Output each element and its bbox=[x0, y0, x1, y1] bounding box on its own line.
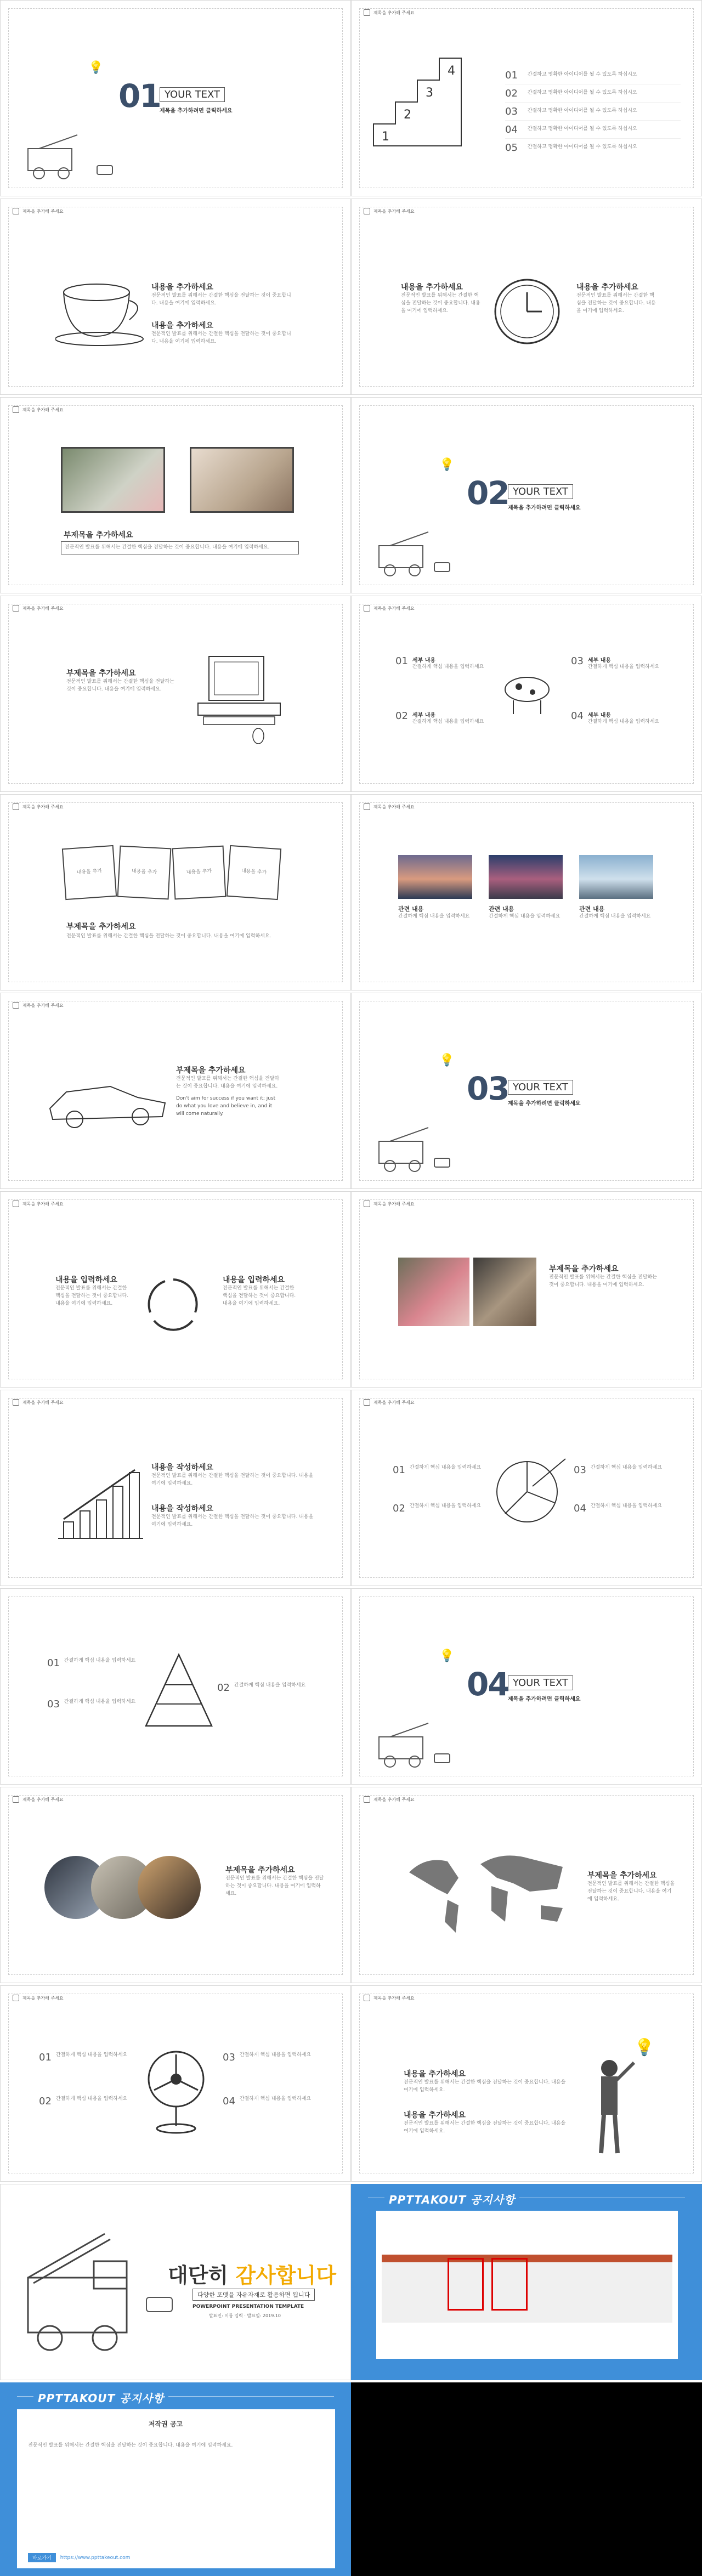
block-text: 전문적인 발표를 위해서는 간결한 핵심을 전달하는 것이 중요합니다. 내용을 여기에 입력하세요. bbox=[55, 1286, 129, 1306]
item-text: 간결하게 핵심 내용을 입력하세요 bbox=[239, 2052, 312, 2058]
list-text: 간결하고 명확한 아이디어를 될 수 있도록 하십시오 bbox=[527, 144, 637, 150]
block-text: 전문적인 발표를 위해서는 간결한 핵심을 전달하는 것이 중요합니다. 내용을 여기에 입력하세요. bbox=[404, 2121, 566, 2134]
quad-item bbox=[39, 2096, 132, 2107]
slide-21[interactable] bbox=[0, 1985, 351, 2182]
photo-typewriter bbox=[190, 447, 294, 513]
caption-title: 관련 내용 bbox=[579, 905, 605, 913]
svg-text:3: 3 bbox=[426, 86, 433, 100]
number-stairs-icon bbox=[368, 42, 494, 151]
slide-header bbox=[13, 1399, 64, 1406]
notice-panel bbox=[376, 2211, 678, 2359]
note-caption: 내용을 추가 bbox=[131, 868, 157, 876]
svg-text:2: 2 bbox=[404, 108, 411, 122]
list-text: 간결하고 명확한 아이디어를 될 수 있도록 하십시오 bbox=[527, 90, 637, 96]
item-title: 세부 내용 bbox=[587, 712, 612, 718]
block-text: 전문적인 발표를 위해서는 간결한 핵심을 전달하는 것이 중요합니다. 내용을 여기에 입력하세요. bbox=[576, 293, 656, 314]
header-label: 제목을 추가해 주세요 bbox=[22, 208, 64, 214]
text-block bbox=[404, 2109, 568, 2136]
header-label: 제목을 추가해 주세요 bbox=[22, 605, 64, 611]
section-label: YOUR TEXT bbox=[508, 484, 573, 499]
block-text: 전문적인 발표를 위해서는 간결한 핵심을 전달하는 것이 중요합니다. 내용을 여기에 입력하세요. bbox=[401, 293, 480, 314]
pin-icon bbox=[13, 406, 19, 413]
slide-10[interactable] bbox=[351, 794, 702, 990]
slide-header bbox=[364, 1399, 415, 1406]
thanks-title-a: 대단히 bbox=[168, 2263, 236, 2288]
sticky-note bbox=[227, 845, 281, 900]
pin-icon bbox=[364, 1995, 370, 2001]
fire-truck-large-icon bbox=[17, 2223, 149, 2360]
section-number: 02 bbox=[467, 474, 509, 512]
text-block-right bbox=[576, 281, 659, 315]
block-title: 내용을 추가하세요 bbox=[404, 2111, 466, 2120]
quad-item bbox=[223, 2052, 316, 2063]
item-text: 간결하게 핵심 내용을 입력하세요 bbox=[412, 664, 484, 670]
notice-title: PPTTAKOUT 공지사항 bbox=[384, 2191, 519, 2207]
item-text: 간결하게 핵심 내용을 입력하세요 bbox=[587, 719, 660, 724]
caption-text: 간결하게 핵심 내용을 입력하세요 bbox=[579, 914, 651, 919]
text-block bbox=[549, 1263, 659, 1289]
item-text: 간결하게 핵심 내용을 입력하세요 bbox=[64, 1658, 136, 1663]
block-title: 내용을 추가하세요 bbox=[401, 283, 463, 292]
quad-item bbox=[574, 1464, 667, 1476]
header-label: 제목을 추가해 주세요 bbox=[22, 804, 64, 809]
item-number: 03 bbox=[571, 655, 584, 667]
slide-2[interactable] bbox=[351, 0, 702, 196]
slide-25[interactable] bbox=[0, 2382, 351, 2576]
item-number: 03 bbox=[574, 1464, 586, 1476]
item-text: 간결하게 핵심 내용을 입력하세요 bbox=[234, 1683, 306, 1688]
block-text: 전문적인 발표를 위해서는 간결한 핵심을 전달하는 것이 중요합니다. 내용을 여기에 입력하세요. bbox=[151, 331, 291, 344]
quad-item bbox=[395, 655, 489, 671]
highlight-box bbox=[491, 2258, 528, 2311]
text-block bbox=[151, 281, 294, 308]
lightbulb-icon: 💡 bbox=[88, 61, 104, 75]
block-title: 부제목을 추가하세요 bbox=[587, 1871, 657, 1880]
sticky-note bbox=[62, 845, 117, 900]
block-text: 전문적인 발표를 위해서는 간결한 핵심을 전달하는 것이 중요합니다. 내용을 여기에 입력하세요. bbox=[151, 1514, 314, 1527]
block-title: 부제목을 추가하세요 bbox=[549, 1265, 619, 1273]
block-title: 내용을 작성하세요 bbox=[151, 1463, 214, 1472]
block-title: 내용을 입력하세요 bbox=[223, 1276, 285, 1284]
slide-header bbox=[13, 605, 64, 612]
slide-header bbox=[13, 1201, 64, 1207]
slide-header bbox=[364, 1995, 415, 2001]
pin-icon bbox=[13, 1995, 19, 2001]
slide-header bbox=[13, 208, 64, 214]
copyright-title: 저작권 공고 bbox=[149, 2420, 183, 2428]
quad-item bbox=[574, 1503, 667, 1514]
section-subtitle: 제목을 추가하려면 클릭하세요 bbox=[508, 1101, 581, 1107]
block-text: 전문적인 발표를 위해서는 간결한 핵심을 전달하는 것이 중요합니다. 내용을 여기에 입력하세요. bbox=[151, 293, 291, 306]
text-block bbox=[66, 667, 176, 694]
thanks-title bbox=[168, 2258, 336, 2289]
header-label: 제목을 추가해 주세요 bbox=[22, 1797, 64, 1802]
item-number: 02 bbox=[39, 2096, 52, 2107]
header-label: 제목을 추가해 주세요 bbox=[373, 1797, 415, 1802]
item-number: 02 bbox=[393, 1503, 405, 1514]
pyramid-icon bbox=[140, 1649, 217, 1731]
pin-icon bbox=[13, 208, 19, 214]
item-text: 간결하게 핵심 내용을 입력하세요 bbox=[239, 2096, 312, 2102]
fire-truck-icon bbox=[373, 1720, 439, 1770]
block-text: 전문적인 발표를 위해서는 간결한 핵심을 전달하는 것이 중요합니다. 내용을 여기에 입력하세요. bbox=[151, 1473, 314, 1486]
quad-item bbox=[395, 710, 489, 726]
item-number: 02 bbox=[217, 1682, 230, 1694]
slide-header bbox=[13, 1002, 64, 1009]
slide-header bbox=[364, 803, 415, 810]
list-number: 02 bbox=[505, 87, 518, 99]
slide-24[interactable] bbox=[351, 2184, 702, 2380]
fire-truck-icon bbox=[373, 529, 439, 579]
quad-item bbox=[393, 1464, 486, 1476]
highlight-box bbox=[448, 2258, 484, 2311]
slide-border bbox=[8, 604, 343, 784]
pin-icon bbox=[364, 605, 370, 612]
text-block-left bbox=[55, 1274, 132, 1308]
car-icon bbox=[97, 165, 113, 175]
quad-item bbox=[47, 1699, 140, 1710]
block-text: 전문적인 발표를 위해서는 간결한 핵심을 전달하는 것이 중요합니다. 내용을 여기에 입력하세요. bbox=[66, 679, 174, 692]
lightbulb-icon: 💡 bbox=[634, 2038, 655, 2057]
block-title: 부제목을 추가하세요 bbox=[225, 1866, 295, 1875]
car-drawing-icon bbox=[44, 1065, 171, 1130]
car-icon bbox=[146, 2297, 173, 2312]
sticky-note bbox=[117, 846, 172, 900]
slide-15[interactable] bbox=[0, 1390, 351, 1586]
svg-text:1: 1 bbox=[382, 130, 389, 144]
block-title: 내용을 추가하세요 bbox=[576, 283, 639, 292]
photo-sunset-3 bbox=[579, 855, 653, 899]
header-label: 제목을 추가해 주세요 bbox=[373, 10, 415, 15]
slide-header bbox=[13, 406, 64, 413]
photo-circle-3 bbox=[138, 1856, 201, 1919]
item-text: 간결하게 핵심 내용을 입력하세요 bbox=[55, 2052, 128, 2058]
photo-notebook bbox=[61, 447, 165, 513]
thanks-title-b: 감사합니다 bbox=[235, 2263, 336, 2288]
pin-icon bbox=[364, 208, 370, 214]
slide-header bbox=[13, 1796, 64, 1803]
section-label: YOUR TEXT bbox=[160, 87, 225, 102]
slide-13[interactable] bbox=[0, 1191, 351, 1388]
quad-item bbox=[393, 1503, 486, 1514]
block-text: 전문적인 발표를 위해서는 간결한 핵심을 전달하는 것이 중요합니다. 내용을 여기에 입력하세요. bbox=[549, 1275, 657, 1288]
lightbulb-icon: 💡 bbox=[439, 1649, 455, 1663]
pin-icon bbox=[13, 1399, 19, 1406]
list-text: 간결하고 명확한 아이디어를 될 수 있도록 하십시오 bbox=[527, 72, 637, 78]
header-label: 제목을 추가해 주세요 bbox=[373, 1995, 415, 2001]
slide-23[interactable] bbox=[0, 2184, 351, 2380]
clock-icon bbox=[491, 276, 563, 347]
item-title: 세부 내용 bbox=[587, 658, 612, 664]
car-icon bbox=[434, 562, 450, 572]
block-text: 전문적인 발표를 위해서는 간결한 핵심을 전달하는 것이 중요합니다. 내용을 여기에 입력하세요. bbox=[225, 1876, 324, 1896]
pin-icon bbox=[13, 1002, 19, 1009]
text-block-left bbox=[401, 281, 483, 315]
text-block bbox=[225, 1864, 324, 1898]
cow-icon bbox=[497, 667, 557, 717]
header-label: 제목을 추가해 주세요 bbox=[373, 1201, 415, 1207]
thanks-subtitle: 다양한 포맷을 자유자재로 활용하면 됩니다 bbox=[193, 2289, 315, 2301]
photo-sunset-2 bbox=[489, 855, 563, 899]
header-label: 제목을 추가해 주세요 bbox=[373, 804, 415, 809]
man-figure-icon bbox=[579, 2052, 639, 2156]
header-label: 제목을 추가해 주세요 bbox=[373, 208, 415, 214]
pin-icon bbox=[364, 803, 370, 810]
empty-area bbox=[351, 2382, 702, 2576]
quad-item bbox=[571, 710, 664, 726]
car-icon bbox=[434, 1753, 450, 1763]
slide-8[interactable] bbox=[351, 596, 702, 792]
caption-text: 간결하게 핵심 내용을 입력하세요 bbox=[398, 914, 470, 919]
subtitle: 부제목을 추가하세요 bbox=[66, 922, 136, 931]
slide-11[interactable] bbox=[0, 993, 351, 1189]
coffee-cup-icon bbox=[55, 276, 149, 347]
block-title: 부제목을 추가하세요 bbox=[176, 1066, 246, 1075]
list-number: 04 bbox=[505, 123, 518, 135]
list-number: 05 bbox=[505, 141, 518, 154]
copyright-text: 전문적인 발표를 위해서는 간결한 핵심을 전달하는 것이 중요합니다. 내용을 여기에 입력하세요. bbox=[28, 2443, 233, 2448]
section-number: 03 bbox=[467, 1070, 509, 1107]
note-caption: 내용을 추가 bbox=[186, 868, 212, 876]
photo-sunset-1 bbox=[398, 855, 472, 899]
photo-room bbox=[473, 1258, 536, 1326]
world-map-icon bbox=[398, 1839, 579, 1938]
section-number: 01 bbox=[118, 77, 161, 115]
slide-22[interactable] bbox=[351, 1985, 702, 2182]
quad-item bbox=[217, 1682, 310, 1694]
slide-header bbox=[364, 9, 415, 16]
slide-header bbox=[364, 605, 415, 612]
block-text: 전문적인 발표를 위해서는 간결한 핵심을 전달하는 것이 중요합니다. 내용을 여기에 입력하세요. bbox=[176, 1076, 280, 1089]
item-number: 01 bbox=[39, 2052, 52, 2063]
item-text: 간결하게 핵심 내용을 입력하세요 bbox=[412, 719, 484, 724]
slide-14[interactable] bbox=[351, 1191, 702, 1388]
item-number: 01 bbox=[393, 1464, 405, 1476]
caption-title: 관련 내용 bbox=[398, 905, 424, 913]
item-number: 04 bbox=[223, 2096, 235, 2107]
header-label: 제목을 추가해 주세요 bbox=[373, 605, 415, 611]
item-number: 02 bbox=[395, 710, 408, 722]
slide-1[interactable] bbox=[0, 0, 351, 196]
text-block bbox=[151, 1503, 316, 1529]
block-text: 전문적인 발표를 위해서는 간결한 핵심을 전달하는 것이 중요합니다. 내용을 여기에 입력하세요. bbox=[587, 1881, 675, 1902]
note-caption: 내용을 추가 bbox=[241, 868, 267, 876]
car-icon bbox=[434, 1158, 450, 1168]
sticky-note bbox=[172, 846, 227, 900]
photo-pink-ribbon bbox=[398, 1258, 469, 1326]
slide-header bbox=[364, 1201, 415, 1207]
slide-header bbox=[364, 1796, 415, 1803]
text-block bbox=[151, 320, 294, 346]
numbered-list bbox=[505, 66, 681, 156]
section-subtitle: 제목을 추가하려면 클릭하세요 bbox=[508, 505, 581, 511]
pin-icon bbox=[13, 605, 19, 612]
block-title: 내용을 추가하세요 bbox=[151, 321, 214, 330]
quad-item bbox=[39, 2052, 132, 2063]
item-text: 간결하게 핵심 내용을 입력하세요 bbox=[55, 2096, 128, 2102]
item-number: 03 bbox=[47, 1699, 60, 1710]
slide-16[interactable] bbox=[351, 1390, 702, 1586]
header-label: 제목을 추가해 주세요 bbox=[22, 1400, 64, 1405]
pin-icon bbox=[364, 9, 370, 16]
block-title: 내용을 추가하세요 bbox=[151, 283, 214, 292]
text-block-right bbox=[223, 1274, 299, 1308]
slide-header bbox=[13, 1995, 64, 2001]
fan-icon bbox=[140, 2046, 212, 2134]
slide-17[interactable] bbox=[0, 1588, 351, 1785]
note-caption: 내용을 추가 bbox=[76, 868, 103, 876]
section-subtitle: 제목을 추가하려면 클릭하세요 bbox=[508, 1696, 581, 1702]
description-box: 전문적인 발표를 위해서는 간결한 핵심을 전달하는 것이 중요합니다. 내용을 여기에 입력하세요. bbox=[61, 541, 299, 554]
slide-5[interactable] bbox=[0, 397, 351, 593]
text-block bbox=[587, 1870, 675, 1904]
caption-block bbox=[579, 904, 653, 921]
block-title: 내용을 작성하세요 bbox=[151, 1504, 214, 1513]
lightbulb-icon: 💡 bbox=[439, 458, 455, 472]
item-number: 01 bbox=[395, 655, 408, 667]
thanks-meta: 발표인: 이름 입력 · 발표일: 2019.10 bbox=[209, 2313, 281, 2318]
subtitle: 부제목을 추가하세요 bbox=[64, 531, 133, 540]
block-text: 전문적인 발표를 위해서는 간결한 핵심을 전달하는 것이 중요합니다. 내용을 여기에 입력하세요. bbox=[223, 1286, 296, 1306]
header-label: 제목을 추가해 주세요 bbox=[22, 1201, 64, 1207]
text-block bbox=[151, 1462, 316, 1488]
section-label: YOUR TEXT bbox=[508, 1080, 573, 1095]
item-text: 간결하게 핵심 내용을 입력하세요 bbox=[409, 1465, 482, 1470]
item-text: 간결하게 핵심 내용을 입력하세요 bbox=[64, 1699, 136, 1705]
item-number: 04 bbox=[571, 710, 584, 722]
item-number: 03 bbox=[223, 2052, 235, 2063]
header-label: 제목을 추가해 주세요 bbox=[22, 407, 64, 412]
caption-block bbox=[489, 904, 563, 921]
header-label: 제목을 추가해 주세요 bbox=[373, 1400, 415, 1405]
svg-text:4: 4 bbox=[448, 64, 455, 78]
item-text: 간결하게 핵심 내용을 입력하세요 bbox=[590, 1465, 663, 1470]
slide-7[interactable] bbox=[0, 596, 351, 792]
pin-icon bbox=[364, 1201, 370, 1207]
pin-icon bbox=[13, 803, 19, 810]
go-button[interactable]: 바로가기 bbox=[28, 2553, 56, 2562]
slide-6[interactable] bbox=[351, 397, 702, 593]
quad-item bbox=[47, 1657, 140, 1669]
text-block bbox=[404, 2068, 568, 2094]
section-label: YOUR TEXT bbox=[508, 1675, 573, 1690]
go-link[interactable] bbox=[28, 2553, 130, 2562]
slide-9[interactable] bbox=[0, 794, 351, 990]
header-label: 제목을 추가해 주세요 bbox=[22, 1003, 64, 1008]
pie-chart-icon bbox=[489, 1448, 571, 1530]
caption-block bbox=[398, 904, 472, 921]
item-number: 01 bbox=[47, 1657, 60, 1669]
fire-truck-icon bbox=[22, 132, 88, 182]
list-number: 03 bbox=[505, 105, 518, 117]
thanks-en: POWERPOINT PRESENTATION TEMPLATE bbox=[193, 2304, 304, 2309]
pin-icon bbox=[13, 1201, 19, 1207]
item-text: 간결하게 핵심 내용을 입력하세요 bbox=[409, 1503, 482, 1509]
text-block bbox=[176, 1065, 280, 1118]
header-label: 제목을 추가해 주세요 bbox=[22, 1995, 64, 2001]
pin-icon bbox=[13, 1796, 19, 1803]
recycle-arrows-icon bbox=[140, 1271, 206, 1337]
lightbulb-icon: 💡 bbox=[439, 1054, 455, 1067]
block-title: 부제목을 추가하세요 bbox=[66, 669, 136, 678]
block-title: 내용을 추가하세요 bbox=[404, 2070, 466, 2079]
pin-icon bbox=[364, 1399, 370, 1406]
ribbon-screenshot bbox=[382, 2255, 672, 2323]
site-url[interactable]: https://www.ppttakeout.com bbox=[60, 2555, 131, 2561]
section-subtitle: 제목을 추가하려면 클릭하세요 bbox=[160, 108, 233, 114]
list-text: 간결하고 명확한 아이디어를 될 수 있도록 하십시오 bbox=[527, 126, 637, 132]
caption-text: 간결하게 핵심 내용을 입력하세요 bbox=[489, 914, 561, 919]
slide-4[interactable] bbox=[351, 199, 702, 395]
slide-19[interactable] bbox=[0, 1787, 351, 1983]
item-text: 간결하게 핵심 내용을 입력하세요 bbox=[590, 1503, 663, 1509]
notice-title: PPTTAKOUT 공지사항 bbox=[33, 2390, 168, 2405]
slide-12[interactable] bbox=[351, 993, 702, 1189]
quad-item bbox=[571, 655, 664, 671]
slide-20[interactable] bbox=[351, 1787, 702, 1983]
fire-truck-icon bbox=[373, 1125, 439, 1174]
growth-bars-icon bbox=[53, 1462, 146, 1544]
slide-18[interactable] bbox=[351, 1588, 702, 1785]
quote-text: Don't aim for success if you want it; just do what you love and believe in, and it will come naturally. bbox=[176, 1095, 276, 1117]
computer-icon bbox=[193, 651, 291, 744]
list-number: 01 bbox=[505, 69, 518, 81]
item-number: 04 bbox=[574, 1503, 586, 1514]
caption-title: 관련 내용 bbox=[489, 905, 514, 913]
list-text: 간결하고 명확한 아이디어를 될 수 있도록 하십시오 bbox=[527, 108, 637, 114]
slide-header bbox=[364, 208, 415, 214]
block-text: 전문적인 발표를 위해서는 간결한 핵심을 전달하는 것이 중요합니다. 내용을 여기에 입력하세요. bbox=[404, 2080, 566, 2093]
section-number: 04 bbox=[467, 1666, 509, 1703]
pin-icon bbox=[364, 1796, 370, 1803]
slide-header bbox=[13, 803, 64, 810]
quad-item bbox=[223, 2096, 316, 2107]
block-title: 내용을 입력하세요 bbox=[55, 1276, 118, 1284]
slide-3[interactable] bbox=[0, 199, 351, 395]
item-title: 세부 내용 bbox=[412, 712, 436, 718]
notice-panel bbox=[17, 2409, 335, 2568]
item-text: 간결하게 핵심 내용을 입력하세요 bbox=[587, 664, 660, 670]
item-title: 세부 내용 bbox=[412, 658, 436, 664]
description: 전문적인 발표를 위해서는 간결한 핵심을 전달하는 것이 중요합니다. 내용을 여기에 입력하세요. bbox=[66, 933, 271, 939]
